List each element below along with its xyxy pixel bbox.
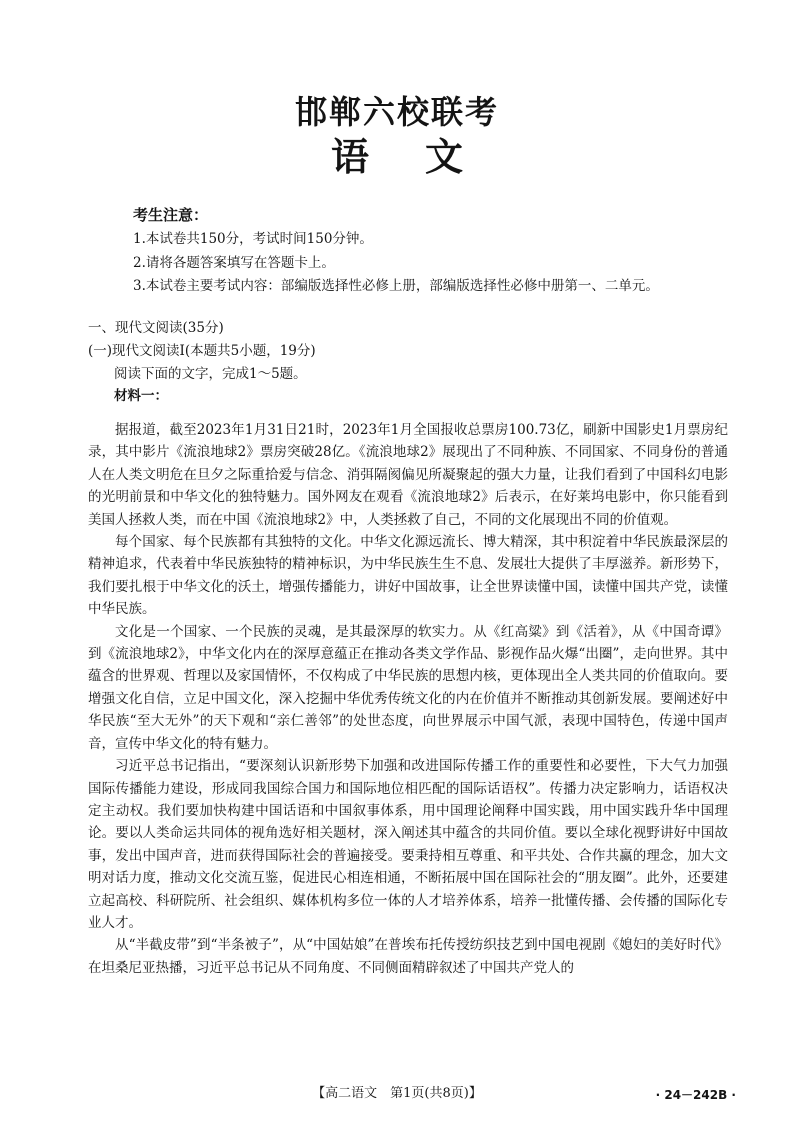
- paragraph-5: 从“半截皮带”到“半条被子”，从“中国姑娘”在普埃布托传授纺织技艺到中国电视剧《媳妇的美好时代》在坦桑尼亚热播，习近平总书记从不同角度、不同侧面精辟叙述了中国共产党人的: [88, 937, 728, 976]
- exam-code: · 24－242B ·: [655, 1088, 736, 1102]
- notice-item-3: 3.本试卷主要考试内容：部编版选择性必修上册，部编版选择性必修中册第一、二单元。: [133, 278, 659, 294]
- page-number: 【高二语文 第1页(共8页)】: [312, 1086, 482, 1101]
- section-subheading: (一)现代文阅读Ⅰ(本题共5小题，19分): [88, 343, 316, 359]
- paragraph-3: 文化是一个国家、一个民族的灵魂，是其最深厚的软实力。从《红高粱》到《活着》，从《中国奇谭》到《流浪地球2》，中华文化内在的深厚意蕴正在推动各类文学作品、影视作品火爆“出圈”，走向世界。其中蕴含的世界观、哲理以及家国情怀，不仅构成了中华民族的思想内核，更体现出全人类共同的价值取向。要增强文化自信，立足中国文化，深入挖掘中华优秀传统文化的内在价值并不断推动其创新发展。要阐述好中华民族“至大无外”的天下观和“亲仁善邻”的处世态度，向世界展示中国气派，表现中国特色，传递中国声音，宣传中华文化的特有魅力。: [88, 623, 728, 752]
- paragraph-2: 每个国家、每个民族都有其独特的文化。中华文化源远流长、博大精深，其中积淀着中华民族最深层的精神追求，代表着中华民族独特的精神标识，为中华民族生生不息、发展壮大提供了丰厚滋养。新形势下，我们要扎根于中华文化的沃土，增强传播能力，讲好中国故事，让全世界读懂中国，读懂中国共产党，读懂中华民族。: [88, 534, 728, 618]
- paragraph-4: 习近平总书记指出，“要深刻认识新形势下加强和改进国际传播工作的重要性和必要性，下大气力加强国际传播能力建设，形成同我国综合国力和国际地位相匹配的国际话语权”。传播力决定影响力，话语权决定主动权。我们要加快构建中国话语和中国叙事体系，用中国理论阐释中国实践，用中国实践升华中国理论。要以人类命运共同体的视角选好相关题材，深入阐述其中蕴含的共同价值。要以全球化视野讲好中国故事，发出中国声音，进而获得国际社会的普遍接受。要秉持相互尊重、和平共处、合作共赢的理念，加大文明对话力度，推动文化交流互鉴，促进民心相连相通，不断拓展中国在国际社会的“朋友圈”。此外，还要建立起高校、科研院所、社会组织、媒体机构多位一体的人才培养体系，培养一批懂传播、会传播的国际化专业人才。: [88, 758, 728, 931]
- reading-instruction: 阅读下面的文字，完成1～5题。: [114, 366, 307, 382]
- paragraph-1: 据报道，截至2023年1月31日21时，2023年1月全国报收总票房100.73亿，刷新中国影史1月票房纪录，其中影片《流浪地球2》票房突破28亿。《流浪地球2》展现出了不同种族、不同国家、不同身份的普通人在人类文明危在旦夕之际重拾爱与信念、消弭隔阂偏见所凝聚起的强大力量，让我们看到了中国科幻电影的光明前景和中华文化的独特魅力。国外网友在观看《流浪地球2》后表示，在好莱坞电影中，你只能看到美国人拯救人类，而在中国《流浪地球2》中，人类拯救了自己，不同的文化展现出不同的价值观。: [88, 422, 728, 528]
- subject-title: 语文: [330, 135, 519, 179]
- material-label: 材料一：: [114, 388, 168, 404]
- page-footer: [0, 1084, 794, 1104]
- notice-item-2: 2.请将各题答案填写在答题卡上。: [133, 254, 335, 271]
- notice-item-1: 1.本试卷共150分，考试时间150分钟。: [133, 231, 373, 247]
- section-heading: 一、现代文阅读(35分): [88, 320, 224, 336]
- notice-title: 考生注意：: [133, 206, 209, 224]
- exam-title: 邯郸六校联考: [294, 93, 499, 131]
- notice-list: [133, 228, 733, 299]
- article-body: [88, 419, 728, 979]
